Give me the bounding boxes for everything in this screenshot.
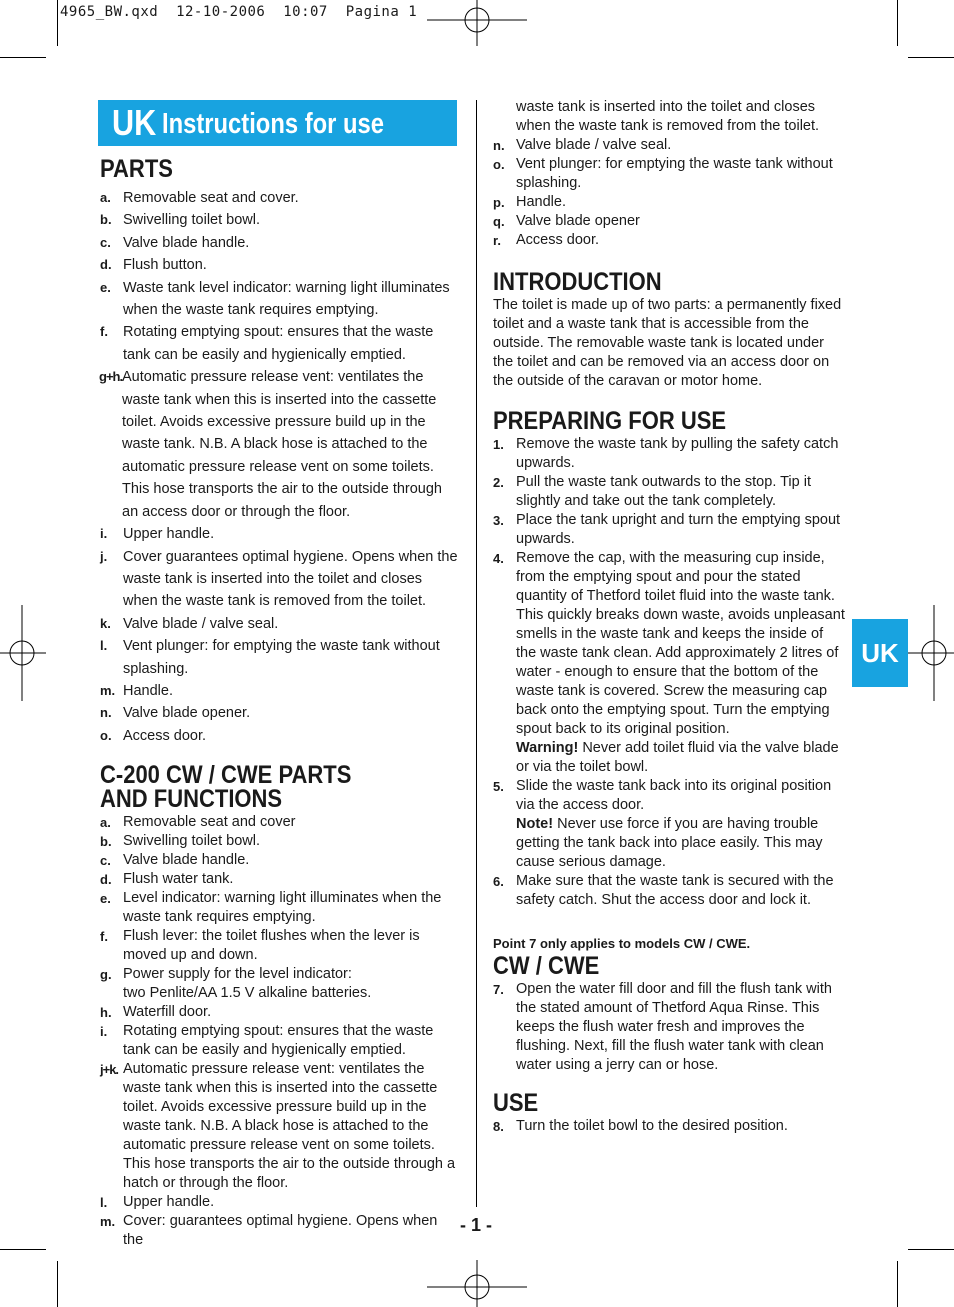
list-item: waste tank is inserted into the toilet and closes when the waste tank is removed from the toilet. [516, 99, 820, 134]
list-item: 8. Turn the toilet bowl to the desired position. [493, 1118, 788, 1134]
crop-mark [57, 0, 58, 46]
list-item: 4. Remove the cap, with the measuring cup inside, from the emptying spout and pour the stated quantity of Thetford toilet fluid into the waste tank. This quickly breaks down waste, avoids unpleasant smells in the waste tank and keeps the inside of the waste tank clean. Add approximately 2 litres of water - enough to ensure that the bottom of the waste tank is covered. Screw the measuring cap back onto the emptying spout. Turn the emptying spout back to its original position. Warning! Never add toilet fluid via the valve blade or via the toilet bowl. [493, 550, 845, 775]
list-item: 5. Slide the waste tank back into its original position via the access door. Note! Never use force if you are having trouble getting the tank back into place easily. This may cause serious damage. [493, 778, 832, 870]
registration-mark-icon [427, 1260, 527, 1307]
list-item: j. Cover guarantees optimal hygiene. Opens when the waste tank is inserted into the toilet and closes when the waste tank is removed from the toilet. [100, 548, 458, 610]
preparing-list [493, 435, 845, 910]
list-item: 2. Pull the waste tank outwards to the stop. Tip it slightly and take out the tank completely. [493, 474, 811, 509]
c200-parts-list [100, 813, 460, 1250]
list-item: g. Power supply for the level indicator: two Penlite/AA 1.5 V alkaline batteries. [100, 966, 372, 1002]
list-item: l. Upper handle. [100, 1194, 215, 1211]
parts-list [100, 187, 460, 747]
list-item: f. Flush lever: the toilet flushes when the lever is moved up and down. [100, 928, 420, 964]
list-item: q. Valve blade opener [493, 213, 640, 229]
list-item: o. Access door. [100, 727, 207, 744]
crop-mark [897, 1261, 898, 1307]
page-title: Instructions for use [162, 108, 384, 140]
left-column [100, 154, 460, 1250]
list-item: n. Valve blade / valve seal. [493, 137, 672, 153]
list-item: o. Vent plunger: for emptying the waste tank without splashing. [493, 156, 833, 191]
page-number: - 1 - [460, 1215, 493, 1235]
list-item: 3. Place the tank upright and turn the emptying spout upwards. [493, 512, 841, 547]
list-item: p. Handle. [493, 194, 566, 210]
list-item: d. Flush button. [100, 257, 207, 274]
language-code: UK [112, 102, 157, 143]
list-item: j+k. Automatic pressure release vent: ventilates the waste tank when this is inserted into the cassette toilet. Avoids excessive pressure build up in the waste tank. N.B. A black hose is attached to the automatic pressure release vent on some toilets. This hose transports the air to the outside through a hatch or through the floor. [100, 1061, 456, 1192]
list-item: r. Access door. [493, 232, 600, 248]
file-slug: 4965_BW.qxd 12-10-2006 10:07 Pagina 1 [60, 4, 418, 20]
list-item: m. Handle. [100, 682, 173, 699]
registration-mark-icon [427, 0, 527, 46]
column-divider [476, 100, 477, 1207]
section-heading-cw: CW / CWE [493, 952, 600, 980]
list-item: 1. Remove the waste tank by pulling the safety catch upwards. [493, 436, 839, 471]
list-item: h. Waterfill door. [100, 1004, 212, 1021]
c200-parts-list-continued [493, 98, 845, 250]
list-item: i. Upper handle. [100, 526, 215, 543]
crop-mark [0, 1249, 46, 1250]
title-banner [98, 100, 457, 146]
crop-mark [0, 57, 46, 58]
list-item: b. Swivelling toilet bowl. [100, 212, 261, 229]
crop-mark [897, 0, 898, 46]
use-list [493, 1117, 845, 1136]
list-item: a. Removable seat and cover. [100, 190, 299, 206]
list-item: e. Level indicator: warning light illuminates when the waste tank requires emptying. [100, 890, 442, 926]
introduction-text: The toilet is made up of two parts: a permanently fixed toilet and a waste tank that is accessible from the outside. The removable waste tank is located under the toilet and can be removed via an access door on the outside of the caravan or motor home. [493, 297, 842, 389]
right-column [493, 98, 845, 1136]
list-item: i. Rotating emptying spout: ensures that the waste tank can be easily and hygienically emptied. [100, 1023, 434, 1059]
list-item: g+h. Automatic pressure release vent: ventilates the waste tank when this is inserted into the cassette toilet. Avoids excessive pressure build up in the waste tank. N.B. A black hose is attached to the automatic pressure release vent on some toilets. This hose transports the air to the outside through an access door or through the floor. [99, 369, 442, 520]
cw-list [493, 980, 845, 1075]
list-item: b. Swivelling toilet bowl. [100, 833, 261, 850]
cw-note: Point 7 only applies to models CW / CWE. [493, 936, 751, 951]
section-heading-introduction: INTRODUCTION [493, 268, 662, 296]
crop-mark [908, 57, 954, 58]
list-item: f. Rotating emptying spout: ensures that the waste tank can be easily and hygienically emptied. [100, 324, 434, 363]
registration-mark-icon [0, 605, 46, 701]
list-item: k. Valve blade / valve seal. [100, 615, 279, 632]
list-item: 7. Open the water fill door and fill the flush tank with the stated amount of Thetford Aqua Rinse. This keeps the flush water fresh and improves the flushing. Next, fill the flush water tank with clean water using a jerry can or hose. [493, 981, 832, 1073]
list-item: a. Removable seat and cover [100, 814, 296, 831]
registration-mark-icon [908, 605, 954, 701]
section-heading-use: USE [493, 1089, 539, 1117]
list-item: 6. Make sure that the waste tank is secured with the safety catch. Shut the access door and lock it. [493, 873, 834, 908]
list-item: e. Waste tank level indicator: warning light illuminates when the waste tank requires emptying. [100, 279, 450, 319]
list-item: c. Valve blade handle. [100, 234, 250, 251]
list-item: n. Valve blade opener. [100, 705, 251, 722]
section-heading-c200: C-200 CW / CWE PARTS AND FUNCTIONS [100, 761, 352, 814]
crop-mark [57, 1261, 58, 1307]
crop-mark [908, 1249, 954, 1250]
language-tab: UK [852, 619, 908, 687]
list-item: d. Flush water tank. [100, 871, 234, 888]
section-heading-preparing: PREPARING FOR USE [493, 407, 727, 435]
list-item: m. Cover: guarantees optimal hygiene. Opens when the [100, 1213, 438, 1249]
list-item: c. Valve blade handle. [100, 852, 250, 869]
list-item: l. Vent plunger: for emptying the waste tank without splashing. [100, 638, 440, 677]
section-heading-parts: PARTS [100, 155, 173, 183]
